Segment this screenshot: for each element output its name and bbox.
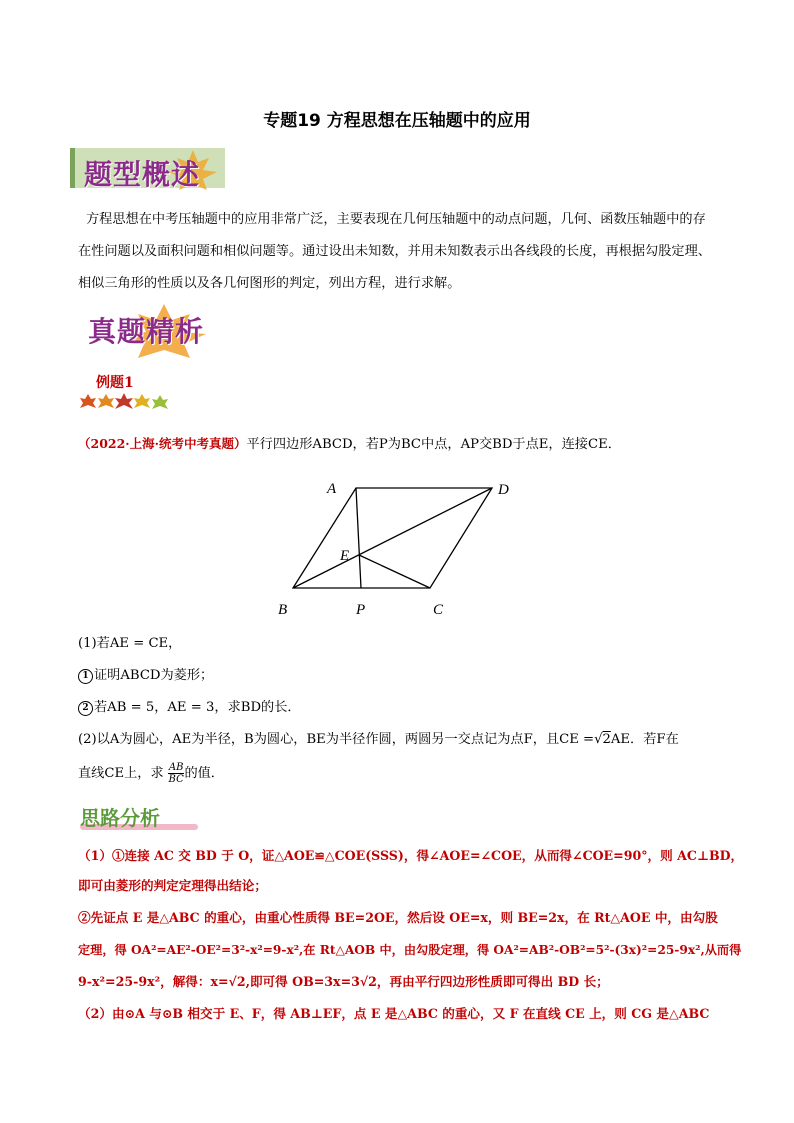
problem-stem: 平行四边形ABCD，若P为BC中点，AP交BD于点E，连接CE． xyxy=(246,437,621,452)
analysis-line-1: （1）①连接 AC 交 BD 于 O，证△AOE≌△COE(SSS)，得∠AOE=∠COE，从而得∠COE=90°，则 AC⊥BD， xyxy=(78,848,744,863)
problem-stem-line xyxy=(78,434,621,455)
analysis-line-5: 9-x²=25-9x²，解得：x=√2,即可得 OB=3x=3√2，再由平行四边形性质即可得出 BD 长； xyxy=(78,974,609,989)
analysis-line-3: ②先证点 E 是△ABC 的重心，由重心性质得 BE=2OE，然后设 OE=x，则 BE=2x，在 Rt△AOE 中，由勾股 xyxy=(78,910,718,925)
overview-text: 方程思想在中考压轴题中的应用非常广泛，主要表现在几何压轴题中的动点问题，几何、函数压轴题中的存在性问题以及面积问题和相似问题等。通过设出未知数，并用未知数表示出各线段的长度，再根据勾股定理、相似三角形的性质以及各几何图形的判定，列出方程，进行求解。 xyxy=(78,212,711,291)
part2-text-b: AE．若F在 xyxy=(610,732,679,747)
part1-2 xyxy=(78,698,301,718)
sqrt-value: 2 xyxy=(602,732,611,747)
label-d: D xyxy=(498,482,509,498)
part2-line2 xyxy=(78,760,224,788)
label-e: E xyxy=(340,548,350,564)
part1-1-text: 证明ABCD为菱形； xyxy=(94,668,214,683)
banner-analysis-title: 思路分析 xyxy=(80,806,160,830)
fraction-ab-bc xyxy=(168,762,185,785)
part2-text-a: (2)以A为圆心，AE为半径，B为圆心，BE为半径作圆，两圆另一交点记为点F，且CE = xyxy=(78,732,595,747)
part2-line1 xyxy=(78,730,679,750)
parallelogram-figure xyxy=(270,472,530,622)
banner-overview-title: 题型概述 xyxy=(84,158,201,191)
page-title: 专题19 方程思想在压轴题中的应用 xyxy=(263,111,531,131)
part2-text-c: 直线CE上，求 xyxy=(78,766,164,781)
segment-ec xyxy=(359,555,430,588)
segment-ap xyxy=(356,488,361,588)
number-1-icon: 1 xyxy=(78,669,93,684)
example-label: 例题1 xyxy=(96,375,134,391)
analysis-line-6: （2）由⊙A 与⊙B 相交于 E、F，得 AB⊥EF，点 E 是△ABC 的重心，又 F 在直线 CE 上，则 CG 是△ABC xyxy=(78,1006,710,1021)
leaf-row-icon xyxy=(80,392,170,410)
analysis-line-4: 定理，得 OA²=AE²-OE²=3²-x²=9-x²,在 Rt△AOB 中，由勾股定理，得 OA²=AB²-OB²=5²-(3x)²=25-9x²,从而得 xyxy=(78,943,742,957)
banner-analysis xyxy=(72,800,202,834)
label-b: B xyxy=(278,602,288,618)
banner-real-exam-title: 真题精析 xyxy=(88,315,205,348)
problem-source: （2022·上海·统考中考真题） xyxy=(78,436,247,451)
label-p: P xyxy=(356,602,366,618)
banner-overview xyxy=(68,146,228,192)
diagonal-bd xyxy=(293,488,492,588)
sqrt-icon: √ xyxy=(594,732,603,747)
number-2-icon: 2 xyxy=(78,701,93,716)
fraction-denominator: BC xyxy=(168,774,184,785)
fraction-numerator: AB xyxy=(168,762,184,773)
part1: (1)若AE = CE， xyxy=(78,636,182,651)
banner-real-exam xyxy=(78,300,238,362)
label-c: C xyxy=(433,602,444,618)
part1-1 xyxy=(78,666,213,686)
analysis-line-2: 即可由菱形的判定定理得出结论； xyxy=(78,878,267,893)
label-a: A xyxy=(327,481,337,497)
part1-2-text: 若AB = 5，AE = 3，求BD的长． xyxy=(94,700,301,715)
part2-text-d: 的值． xyxy=(184,766,224,781)
